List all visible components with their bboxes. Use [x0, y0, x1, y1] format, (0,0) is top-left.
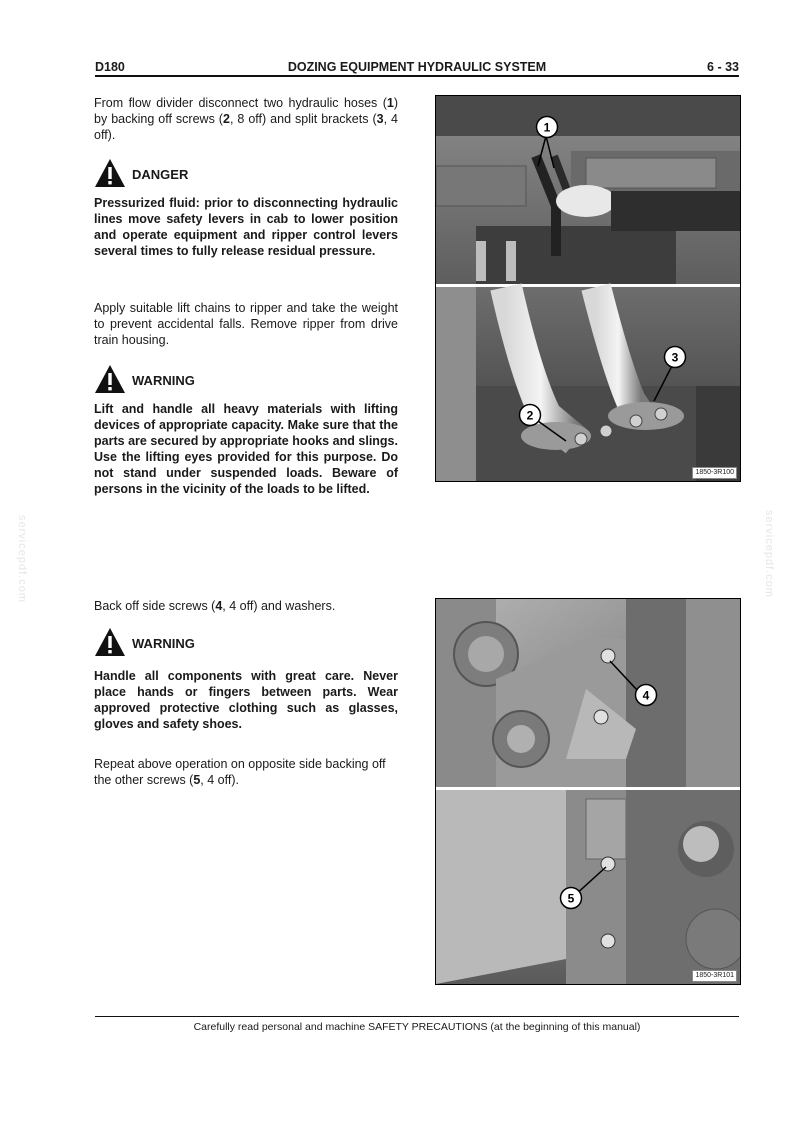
page-number: 6 - 33: [707, 60, 739, 74]
paragraph-text-run: ) by backing off screws (: [94, 96, 398, 126]
callout-2: [518, 403, 542, 427]
warning-label: WARNING: [132, 636, 195, 651]
callout-reference: 1: [386, 96, 394, 110]
section-title: DOZING EQUIPMENT HYDRAULIC SYSTEM: [287, 60, 547, 74]
paragraph-text-run: Back off side screws (: [94, 599, 216, 613]
callout-4-label: 4: [642, 688, 650, 703]
paragraph-text-run: , 8 off) and split brackets (: [229, 112, 377, 126]
model-name: D180: [95, 60, 125, 74]
callout-5-label: 5: [567, 891, 575, 906]
side-screws-illustration: [436, 599, 740, 984]
header-rule: [95, 75, 739, 77]
paragraph-text-run: From flow divider disconnect two hydraulic hoses (: [94, 96, 387, 110]
warning-triangle-icon: [94, 627, 126, 657]
instruction-paragraph-1: [94, 95, 398, 143]
warning-label: WARNING: [132, 373, 195, 388]
callout-reference: 2: [222, 112, 230, 126]
callout-reference: 3: [376, 112, 384, 126]
instruction-paragraph-2: Apply suitable lift chains to ripper and take the weight to prevent accidental falls. Remove ripper from drive train housing.: [94, 301, 398, 347]
callout-reference: 5: [193, 773, 201, 787]
warning-triangle-icon: [94, 364, 126, 394]
watermark-left: servicepdf.com: [16, 515, 28, 603]
callout-3-label: 3: [671, 350, 679, 365]
callout-2-label: 2: [526, 408, 534, 423]
figure-2-photo: [435, 598, 741, 985]
callout-5: [559, 886, 583, 910]
figure-2-code: 1850-3R101: [692, 970, 737, 982]
callout-1-label: 1: [543, 120, 551, 135]
callout-reference: 4: [215, 599, 223, 613]
paragraph-text-run: , 4 off).: [200, 773, 239, 787]
callout-4: [634, 683, 658, 707]
callout-1: [535, 115, 559, 139]
paragraph-text-run: , 4 off).: [94, 112, 398, 142]
callout-3: [663, 345, 687, 369]
paragraph-text-run: , 4 off) and washers.: [222, 599, 336, 613]
warning-text-2: Handle all components with great care. Never place hands or fingers between parts. Wear approved protective clothing such as glasses, gloves and safety shoes.: [94, 669, 398, 731]
watermark-right: servicepdf.com: [763, 510, 775, 598]
footer-rule: [95, 1016, 739, 1017]
hydraulic-hoses-illustration: [436, 96, 740, 481]
warning-triangle-icon: [94, 158, 126, 188]
danger-label: DANGER: [132, 167, 189, 182]
paragraph-text-run: Repeat above operation on opposite side backing off the other screws (: [94, 757, 386, 787]
instruction-paragraph-3: [94, 598, 398, 614]
danger-text: Pressurized fluid: prior to disconnecting hydraulic lines move safety levers in cab to lower position and operate equipment and ripper control levers several times to fully release residual pressure.: [94, 196, 398, 258]
page-footer: Carefully read personal and machine SAFETY PRECAUTIONS (at the beginning of this manual): [193, 1021, 641, 1033]
warning-text-1: Lift and handle all heavy materials with lifting devices of appropriate capacity. Make sure that the parts are secured by appropriate hooks and slings. Use the lifting eyes provided for this purpose. Do not stand under suspended loads. Beware of persons in the vicinity of the loads to be lifted.: [94, 402, 398, 496]
figure-1-code: 1850-3R100: [692, 467, 737, 479]
instruction-paragraph-4: [94, 756, 398, 788]
figure-1-photo: [435, 95, 741, 482]
